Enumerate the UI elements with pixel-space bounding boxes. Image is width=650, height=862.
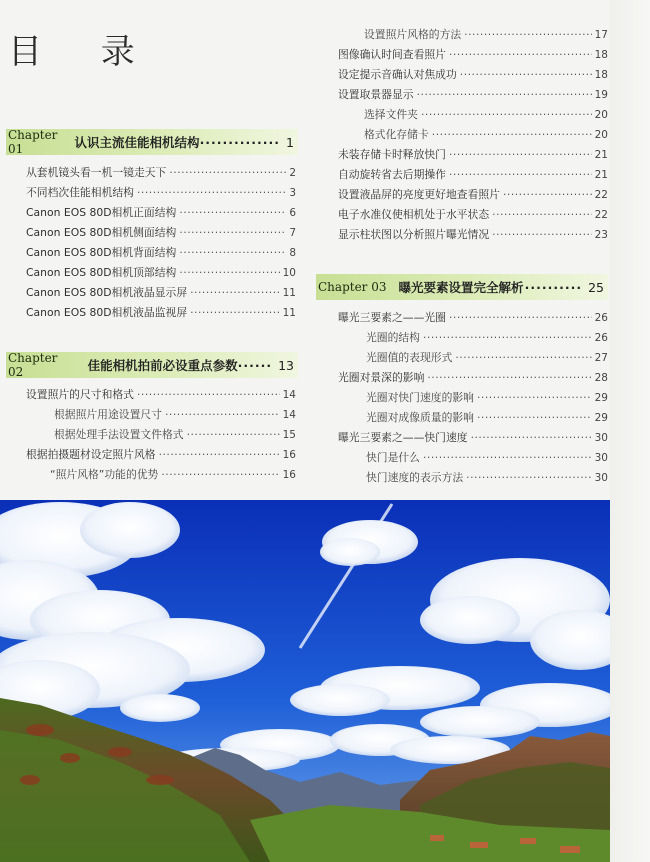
toc-page: 23	[594, 229, 608, 241]
toc-leader	[169, 163, 286, 183]
toc-leader	[460, 65, 592, 85]
toc-entry-label: 设置照片的尺寸和格式	[26, 388, 134, 401]
chapter-leader: ······	[237, 357, 273, 373]
toc-entry[interactable]	[26, 223, 296, 243]
toc-page: 17	[594, 29, 608, 41]
toc-entry-label: 自动旋转省去后期操作	[338, 168, 446, 181]
chapter-leader: ··········	[524, 279, 583, 295]
toc-leader	[464, 25, 591, 45]
toc-subentry[interactable]	[366, 348, 608, 368]
toc-entry[interactable]	[338, 165, 608, 185]
toc-page: 30	[594, 472, 608, 484]
toc-page: 10	[282, 267, 296, 279]
toc-entry-label: Canon EOS 80D相机正面结构	[26, 206, 177, 219]
toc-entry-label: 图像确认时间查看照片	[338, 48, 446, 61]
toc-entry-label: Canon EOS 80D相机顶部结构	[26, 266, 177, 279]
toc-entry-label: 显示柱状图以分析照片曝光情况	[338, 228, 490, 241]
toc-entry-label: 根据处理手法设置文件格式	[54, 428, 184, 441]
toc-entry[interactable]	[26, 243, 296, 263]
toc-entry-label: 曝光三要素之——光圈	[338, 311, 446, 324]
toc-leader	[492, 205, 591, 225]
toc-entry[interactable]	[338, 45, 608, 65]
toc-entry-label: 快门是什么	[366, 451, 420, 464]
toc-entry-label: 从套机镜头看一机一镜走天下	[26, 166, 167, 179]
toc-entry-label: 选择文件夹	[364, 108, 418, 121]
toc-entry-label: 设置液晶屏的亮度更好地查看照片	[338, 188, 500, 201]
toc-page: 26	[594, 332, 608, 344]
toc-entry[interactable]	[26, 385, 296, 405]
toc-entry-label: 根据拍摄题材设定照片风格	[26, 448, 156, 461]
toc-leader	[179, 243, 286, 263]
toc-entry[interactable]	[26, 303, 296, 323]
toc-leader	[137, 385, 280, 405]
toc-page: 16	[282, 449, 296, 461]
toc-entry[interactable]	[338, 205, 608, 225]
chapter-tag: Chapter 03	[318, 280, 387, 294]
toc-leader	[423, 448, 592, 468]
toc-subentry[interactable]	[54, 405, 296, 425]
toc-leader	[455, 348, 591, 368]
toc-leader	[165, 405, 280, 425]
toc-leader	[432, 125, 592, 145]
chapter-page: 25	[588, 279, 604, 295]
toc-leader	[187, 425, 280, 445]
toc-subentry[interactable]	[366, 448, 608, 468]
toc-entry[interactable]	[26, 283, 296, 303]
toc-entry-label: 不同档次佳能相机结构	[26, 186, 134, 199]
toc-entry[interactable]	[338, 65, 608, 85]
toc-entry[interactable]	[26, 263, 296, 283]
toc-page: 7	[289, 227, 296, 239]
toc-subentry[interactable]	[366, 408, 608, 428]
toc-leader	[449, 45, 592, 65]
toc-leader	[190, 303, 280, 323]
chapter-page: 13	[278, 357, 294, 373]
chapter-leader: ··············	[199, 134, 281, 150]
toc-page: 15	[282, 429, 296, 441]
toc-entry[interactable]	[338, 225, 608, 245]
toc-page: 30	[594, 452, 608, 464]
toc-page: 11	[282, 287, 296, 299]
toc-entry[interactable]	[26, 445, 296, 465]
toc-page: 14	[282, 409, 296, 421]
toc-entry-label: “照片风格”功能的优势	[50, 468, 159, 481]
chapter-tag: Chapter 02	[8, 351, 58, 379]
chapter-01-header[interactable]	[6, 129, 298, 155]
chapter-page: 1	[286, 134, 294, 150]
toc-leader	[179, 223, 286, 243]
toc-page: 18	[594, 49, 608, 61]
toc-page: 19	[594, 89, 608, 101]
toc-entry-label: Canon EOS 80D相机侧面结构	[26, 226, 177, 239]
toc-leader	[492, 225, 591, 245]
toc-leader	[477, 408, 592, 428]
toc-page: 8	[289, 247, 296, 259]
toc-leader	[159, 445, 280, 465]
toc-page: 29	[594, 392, 608, 404]
toc-entry-label: 光圈对景深的影响	[338, 371, 425, 384]
toc-page: 3	[289, 187, 296, 199]
chapter-title: 认识主流佳能相机结构	[74, 135, 200, 150]
toc-entry-label: 设置取景器显示	[338, 88, 414, 101]
toc-page: 28	[594, 372, 608, 384]
toc-entry-label: 电子水准仪使相机处于水平状态	[338, 208, 490, 221]
toc-leader	[471, 428, 592, 448]
toc-entry[interactable]	[338, 185, 608, 205]
toc-leader	[477, 388, 592, 408]
toc-entry[interactable]	[26, 203, 296, 223]
chapter-03-header[interactable]	[316, 274, 608, 300]
toc-leader	[449, 165, 592, 185]
toc-page: 21	[594, 169, 608, 181]
page-edge	[610, 0, 650, 862]
toc-page: 11	[282, 307, 296, 319]
toc-entry-label: 根据照片用途设置尺寸	[54, 408, 162, 421]
toc-subentry[interactable]	[364, 25, 608, 45]
toc-leader	[449, 308, 592, 328]
chapter-title: 佳能相机拍前必设重点参数	[87, 358, 238, 373]
toc-leader	[179, 203, 286, 223]
toc-leader	[449, 145, 592, 165]
toc-page: 21	[594, 149, 608, 161]
toc-leader	[161, 465, 279, 485]
toc-entry[interactable]	[26, 163, 296, 183]
toc-subentry[interactable]	[366, 388, 608, 408]
toc-page: 2	[289, 167, 296, 179]
toc-entry-label: 光圈的结构	[366, 331, 420, 344]
toc-leader	[427, 368, 591, 388]
toc-subentry[interactable]	[364, 105, 608, 125]
toc-page: 29	[594, 412, 608, 424]
toc-page: 30	[594, 432, 608, 444]
toc-entry-label: Canon EOS 80D相机液晶显示屏	[26, 286, 188, 299]
toc-entry-label: 光圈对快门速度的影响	[366, 391, 474, 404]
toc-leader	[421, 105, 592, 125]
toc-subentry[interactable]	[366, 328, 608, 348]
toc-entry[interactable]	[338, 85, 608, 105]
toc-page: 20	[594, 109, 608, 121]
toc-page: 22	[594, 209, 608, 221]
toc-page: 22	[594, 189, 608, 201]
toc-leader	[179, 263, 279, 283]
toc-leader	[137, 183, 286, 203]
toc-entry[interactable]	[338, 368, 608, 388]
toc-entry-label: 设置照片风格的方法	[364, 28, 462, 41]
toc-leader	[417, 85, 592, 105]
page-title: 目 录	[8, 32, 159, 72]
chapter-tag: Chapter 01	[8, 128, 58, 156]
toc-page: 6	[289, 207, 296, 219]
toc-page: 18	[594, 69, 608, 81]
toc-page: 14	[282, 389, 296, 401]
toc-subentry[interactable]	[366, 468, 608, 488]
toc-subentry[interactable]	[364, 125, 608, 145]
toc-entry[interactable]	[338, 428, 608, 448]
toc-entry[interactable]	[26, 183, 296, 203]
toc-entry-label: Canon EOS 80D相机液晶监视屏	[26, 306, 188, 319]
toc-entry-label: 设定提示音确认对焦成功	[338, 68, 457, 81]
toc-page: 20	[594, 129, 608, 141]
toc-page: 27	[594, 352, 608, 364]
toc-entry-label: 曝光三要素之——快门速度	[338, 431, 468, 444]
toc-entry-label: 快门速度的表示方法	[366, 471, 464, 484]
toc-subentry[interactable]	[54, 425, 296, 445]
toc-page: 16	[282, 469, 296, 481]
toc-entry[interactable]	[338, 308, 608, 328]
landscape-photo-art	[0, 500, 610, 862]
toc-leader	[190, 283, 280, 303]
landscape-photo	[0, 500, 610, 862]
toc-entry-label: 光圈对成像质量的影响	[366, 411, 474, 424]
toc-leader	[503, 185, 592, 205]
toc-entry[interactable]	[338, 145, 608, 165]
toc-entry-label: 未装存储卡时释放快门	[338, 148, 446, 161]
toc-entry-label: 光圈值的表现形式	[366, 351, 453, 364]
toc-entry-label: Canon EOS 80D相机背面结构	[26, 246, 177, 259]
chapter-title: 曝光要素设置完全解析	[398, 280, 524, 295]
toc-entry-label: 格式化存储卡	[364, 128, 429, 141]
toc-page: 26	[594, 312, 608, 324]
chapter-02-header[interactable]	[6, 352, 298, 378]
toc-leader	[466, 468, 591, 488]
toc-subentry[interactable]	[50, 465, 296, 485]
toc-leader	[423, 328, 592, 348]
